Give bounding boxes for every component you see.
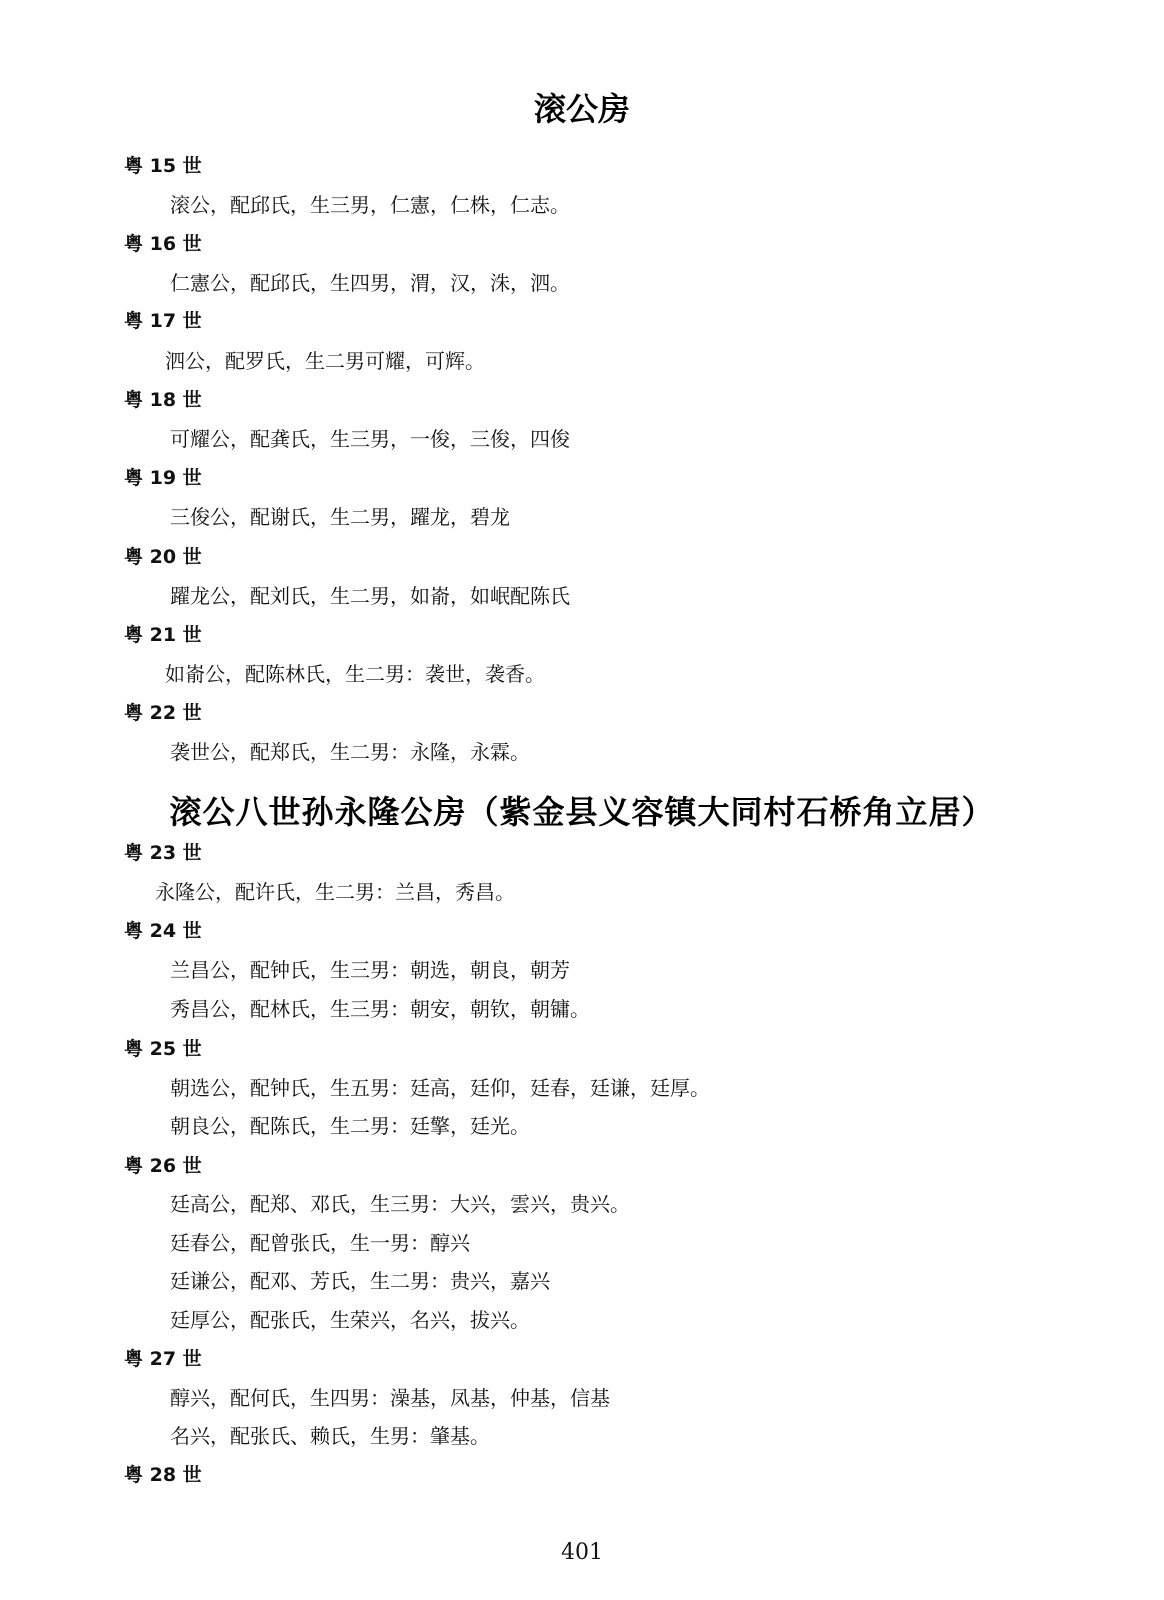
lineage-entry: 朝良公，配陈氏，生二男：廷擎，廷光。 [170,1114,530,1138]
lineage-entry: 秀昌公，配林氏，生三男：朝安，朝钦，朝镛。 [170,997,590,1021]
generation-label: 粤 23 世 [124,842,202,864]
generation-label: 粤 17 世 [124,310,202,332]
lineage-entry: 名兴，配张氏、赖氏，生男：肇基。 [170,1424,490,1448]
lineage-entry: 廷谦公，配邓、芳氏，生二男：贵兴，嘉兴 [170,1269,550,1293]
generation-label: 粤 24 世 [124,920,202,942]
lineage-entry: 廷春公，配曾张氏，生一男：醇兴 [170,1231,470,1255]
generation-label: 粤 27 世 [124,1348,202,1370]
generation-label: 粤 25 世 [124,1038,202,1060]
lineage-entry: 仁憲公，配邱氏，生四男，渭，汉，洙，泗。 [170,271,570,295]
lineage-entry: 袭世公，配郑氏，生二男：永隆，永霖。 [170,740,530,764]
lineage-entry: 躍龙公，配刘氏，生二男，如嵛，如岷配陈氏 [170,584,570,608]
section-title: 滚公八世孙永隆公房（紫金县义容镇大同村石桥角立居） [169,793,995,831]
generation-label: 粤 22 世 [124,702,202,724]
generation-label: 粤 16 世 [124,233,202,255]
lineage-entry: 朝选公，配钟氏，生五男：廷高，廷仰，廷春，廷谦，廷厚。 [170,1076,710,1100]
page-title: 滚公房 [533,90,630,128]
lineage-entry: 廷厚公，配张氏，生荣兴，名兴，拔兴。 [170,1308,530,1332]
lineage-entry: 泗公，配罗氏，生二男可耀，可辉。 [165,349,485,373]
lineage-entry: 三俊公，配谢氏，生二男，躍龙，碧龙 [170,505,510,529]
generation-label: 粤 26 世 [124,1155,202,1177]
generation-label: 粤 21 世 [124,624,202,646]
lineage-entry: 兰昌公，配钟氏，生三男：朝选，朝良，朝芳 [170,958,570,982]
generation-label: 粤 15 世 [124,155,202,177]
page-number: 401 [561,1540,603,1565]
generation-label: 粤 19 世 [124,467,202,489]
lineage-entry: 永隆公，配许氏，生二男：兰昌，秀昌。 [155,880,515,904]
lineage-entry: 滚公，配邱氏，生三男，仁憲，仁株，仁志。 [170,193,570,217]
lineage-entry: 如嵛公，配陈林氏，生二男：袭世，袭香。 [165,662,545,686]
generation-label: 粤 18 世 [124,389,202,411]
lineage-entry: 可耀公，配龚氏，生三男，一俊，三俊，四俊 [170,427,570,451]
generation-label: 粤 20 世 [124,546,202,568]
lineage-entry: 醇兴，配何氏，生四男：澡基，凤基，仲基，信基 [170,1386,610,1410]
generation-label: 粤 28 世 [124,1464,202,1486]
lineage-entry: 廷高公，配郑、邓氏，生三男：大兴，雲兴，贵兴。 [170,1192,630,1216]
